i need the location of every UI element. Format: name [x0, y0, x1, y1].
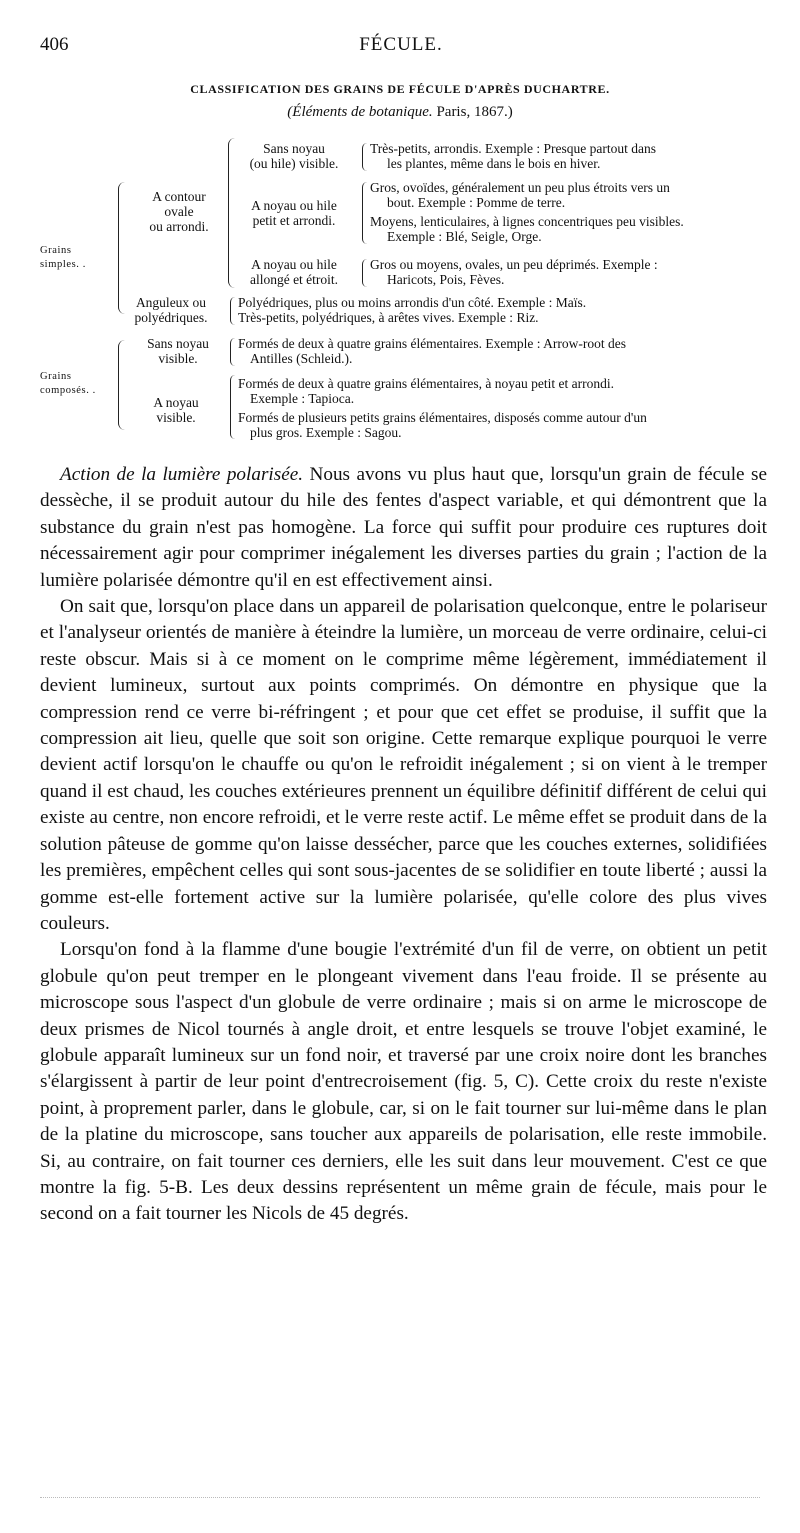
label-a-noyau — [130, 395, 222, 425]
desc-polyedriques — [238, 295, 586, 325]
label-anguleux — [118, 295, 224, 325]
label-line: polyédriques. — [134, 310, 208, 325]
source-title: (Éléments de botanique. — [287, 104, 433, 120]
label-line: A noyau — [153, 395, 199, 410]
group-label-line: simples. . — [40, 259, 86, 270]
label-line: visible. — [156, 410, 196, 425]
label-line: Sans noyau — [263, 141, 325, 156]
label-sans-noyau-compose — [130, 336, 226, 366]
desc-line: bout. Exemple : Pomme de terre. — [387, 195, 566, 210]
desc-line: Moyens, lenticulaires, à lignes concentriques peu visibles. — [370, 214, 684, 229]
desc-line: Gros ou moyens, ovales, un peu déprimés. Exemple : — [370, 257, 658, 272]
label-line: Sans noyau — [147, 336, 209, 351]
paragraph-glass-compression: On sait que, lorsqu'on place dans un appareil de polarisation quelconque, entre le polariseur et l'analyseur orientés de manière à éteindre la lumière, un morceau de verre ordinaire, celui-ci reste obscur. Mais si à ce moment on le comprime même légèrement, immédiatement il devient lumineux, surtout aux points comprimés. On démontre en physique que la compression rend ce verre bi-réfringent ; et pour que cet effet se produise, il suffit que la compression ait lieu, quelle que soit son origine. Cette remarque explique pourquoi le verre devient actif lorsqu'on le chauffe ou qu'on le refroidit inégalement ; si on vient à le tremper quand il est chaud, les couches extérieures prennent un équilibre définitif différent de celui qui existe au centre, non encore refroidi, et le verre reste actif. Le même effet se produit dans de la solution pâteuse de gomme qu'on laisse dessécher, parce que les couches externes, solidifiées les premières, empêchent celles qui sont sous-jacentes de se solidifier en toute liberté ; aussi la gomme est-elle fortement active sur la lumière polarisée, qu'elle colore des plus vives couleurs. — [40, 596, 767, 934]
brace — [230, 338, 235, 366]
label-noyau-petit — [230, 198, 358, 228]
desc-sagou — [238, 410, 647, 440]
section-heading: Action de la lumière polarisée. — [60, 464, 304, 485]
brace — [230, 297, 235, 325]
desc-line: Exemple : Blé, Seigle, Orge. — [387, 229, 542, 244]
group-label-line: Grains — [40, 371, 72, 382]
label-line: (ou hile) visible. — [249, 156, 339, 171]
desc-gros-moyens — [370, 257, 658, 287]
desc-tres-petits — [370, 141, 656, 171]
label-contour-ovale — [133, 189, 225, 234]
brace — [362, 259, 367, 287]
paragraph-polarized-light — [40, 462, 767, 594]
label-line: allongé et étroit. — [249, 272, 339, 287]
group-label-line: composés. . — [40, 385, 96, 396]
desc-line: Très-petits, polyédriques, à arêtes vives. Exemple : Riz. — [238, 310, 539, 325]
classification-title: CLASSIFICATION DES GRAINS DE FÉCULE D'APRÈS DUCHARTRE. — [190, 82, 610, 96]
desc-line: Haricots, Pois, Fèves. — [387, 272, 505, 287]
label-line: ou arrondi. — [149, 219, 209, 234]
label-line: Anguleux ou — [135, 295, 207, 310]
desc-line: Formés de deux à quatre grains élémentaires, à noyau petit et arrondi. — [238, 376, 614, 391]
source-place-date: Paris, 1867.) — [436, 104, 513, 120]
desc-line: Très-petits, arrondis. Exemple : Presque partout dans — [370, 141, 656, 156]
brace — [362, 182, 367, 244]
paragraph-glass-globule: Lorsqu'on fond à la flamme d'une bougie l'extrémité d'un fil de verre, on obtient un petit globule qu'on peut tremper en le plongeant vivement dans l'eau froide. Il se présente au microscope sous l'aspect d'un globule de verre ordinaire ; mais si on arme le microscope de deux prismes de Nicol tournés à angle droit, et entre lesquels se trouve l'objet examiné, le globule apparaît lumineux sur un fond noir, et traversé par une croix noire dont les branches s'élargissent à partir de leur point d'entrecroisement (fig. 5, C). Cette croix du reste n'existe point, à proprement parler, dans le globule, car, si on le fait tourner sur lui-même dans le plan de la platine du microscope, sans toucher aux appareils de polarisation, elle reste immobile. Si, au contraire, on fait tourner ces derniers, elle les suit dans leur mouvement. C'est ce que montre la fig. 5-B. Les deux dessins représentent un même grain de fécule, mais pour le second on a fait tourner les Nicols de 45 degrés. — [40, 939, 767, 1225]
running-title: FÉCULE. — [359, 34, 443, 55]
label-line: petit et arrondi. — [252, 213, 336, 228]
brace — [118, 340, 125, 430]
desc-moyens — [370, 214, 684, 244]
group-grains-simples — [40, 244, 86, 272]
page-number: 406 — [40, 34, 69, 55]
desc-line: Formés de plusieurs petits grains élémentaires, disposés comme autour d'un — [238, 410, 647, 425]
desc-line: les plantes, même dans le bois en hiver. — [387, 156, 601, 171]
desc-line: Antilles (Schleid.). — [250, 351, 353, 366]
desc-arrow-root — [238, 336, 626, 366]
label-noyau-allonge — [230, 257, 358, 287]
brace — [230, 375, 235, 439]
body-text — [40, 462, 767, 1228]
label-line: A contour — [152, 189, 206, 204]
page-bottom-rule — [40, 1497, 760, 1499]
label-line: A noyau ou hile — [251, 198, 337, 213]
desc-line: Gros, ovoïdes, généralement un peu plus étroits vers un — [370, 180, 670, 195]
page-header — [40, 34, 762, 56]
desc-line: Exemple : Tapioca. — [250, 391, 355, 406]
group-label-line: Grains — [40, 245, 72, 256]
desc-line: plus gros. Exemple : Sagou. — [250, 425, 402, 440]
brace — [362, 143, 367, 171]
desc-line: Polyédriques, plus ou moins arrondis d'un côté. Exemple : Maïs. — [238, 295, 587, 310]
label-sans-noyau-simple — [230, 141, 358, 171]
desc-line: Formés de deux à quatre grains élémentaires. Exemple : Arrow-root des — [238, 336, 626, 351]
desc-gros-ovoides — [370, 180, 670, 210]
classification-source — [0, 104, 800, 121]
desc-tapioca — [238, 376, 614, 406]
paragraph-text: Nous avons vu plus haut que, lorsqu'un grain de fécule se dessèche, il se produit autour du hile des fentes d'aspect variable, et qui démontrent que la substance du grain n'est pas homogène. La force qui suffit pour produire ces ruptures doit nécessairement agir pour comprimer inégalement les diverses parties du grain ; l'action de la lumière polarisée démontre qu'il en est effectivement ainsi. — [40, 464, 767, 591]
label-line: ovale — [164, 204, 194, 219]
label-line: A noyau ou hile — [251, 257, 337, 272]
label-line: visible. — [158, 351, 198, 366]
group-grains-composes — [40, 370, 96, 398]
